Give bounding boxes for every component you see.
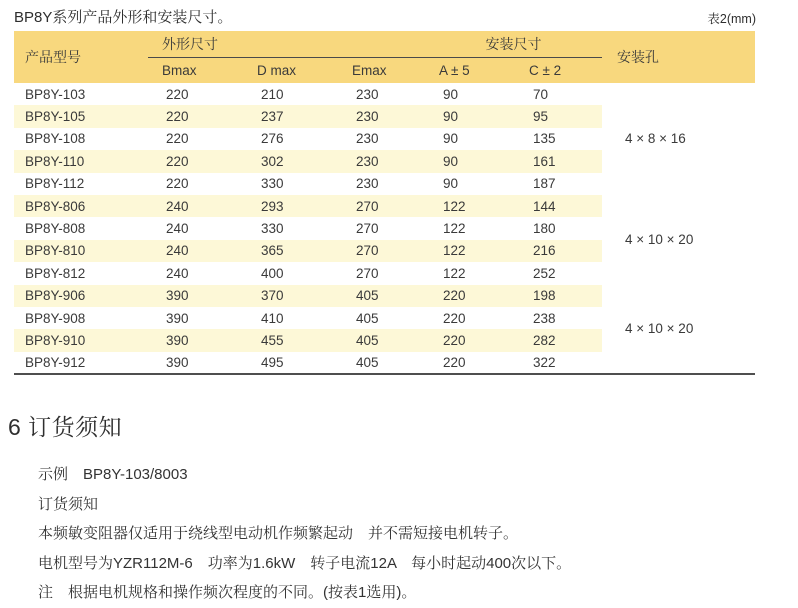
cell-c: 216 xyxy=(515,240,602,262)
cell-dmax: 400 xyxy=(243,262,338,284)
cell-model: BP8Y-103 xyxy=(14,83,148,105)
cell-emax: 230 xyxy=(338,150,425,172)
cell-dmax: 410 xyxy=(243,307,338,329)
cell-a: 122 xyxy=(425,195,515,217)
cell-c: 95 xyxy=(515,105,602,127)
col-group-mounting-dimensions: 安装尺寸 xyxy=(425,31,602,58)
col-header-bmax: Bmax xyxy=(148,58,243,84)
cell-bmax: 220 xyxy=(148,83,243,105)
cell-emax: 230 xyxy=(338,173,425,195)
cell-c: 282 xyxy=(515,329,602,351)
cell-bmax: 240 xyxy=(148,262,243,284)
ordering-notes xyxy=(38,460,798,608)
cell-a: 90 xyxy=(425,83,515,105)
cell-model: BP8Y-112 xyxy=(14,173,148,195)
cell-dmax: 365 xyxy=(243,240,338,262)
cell-model: BP8Y-812 xyxy=(14,262,148,284)
cell-c: 187 xyxy=(515,173,602,195)
cell-c: 70 xyxy=(515,83,602,105)
cell-model: BP8Y-910 xyxy=(14,329,148,351)
cell-model: BP8Y-808 xyxy=(14,217,148,239)
cell-model: BP8Y-108 xyxy=(14,128,148,150)
cell-dmax: 455 xyxy=(243,329,338,351)
notice-label: 订货须知 xyxy=(38,495,99,513)
cell-a: 90 xyxy=(425,128,515,150)
note-line-2: 电机型号为YZR112M-6 功率为1.6kW 转子电流12A 每小时起动400次以下。 xyxy=(38,554,572,572)
cell-bmax: 220 xyxy=(148,105,243,127)
cell-c: 161 xyxy=(515,150,602,172)
cell-bmax: 240 xyxy=(148,195,243,217)
cell-model: BP8Y-806 xyxy=(14,195,148,217)
section-heading-ordering-notes: 6 订货须知 xyxy=(8,414,123,441)
cell-bmax: 240 xyxy=(148,217,243,239)
cell-dmax: 495 xyxy=(243,352,338,374)
col-header-emax: Emax xyxy=(338,58,425,84)
table-header xyxy=(14,31,755,83)
col-header-mounting-hole: 安装孔 xyxy=(602,31,755,83)
table-number-label: 表2(mm) xyxy=(707,12,756,26)
col-group-outline-dimensions: 外形尺寸 xyxy=(148,31,425,58)
cell-model: BP8Y-105 xyxy=(14,105,148,127)
cell-mounting-hole: 4 × 10 × 20 xyxy=(602,195,755,285)
cell-c: 322 xyxy=(515,352,602,374)
cell-mounting-hole: 4 × 8 × 16 xyxy=(602,83,755,195)
cell-model: BP8Y-906 xyxy=(14,285,148,307)
cell-dmax: 237 xyxy=(243,105,338,127)
cell-bmax: 390 xyxy=(148,329,243,351)
col-header-a-tolerance: A ± 5 xyxy=(425,58,515,84)
cell-dmax: 330 xyxy=(243,173,338,195)
cell-bmax: 390 xyxy=(148,352,243,374)
cell-dmax: 302 xyxy=(243,150,338,172)
table-row xyxy=(14,285,755,307)
col-header-c-tolerance: C ± 2 xyxy=(515,58,602,84)
cell-model: BP8Y-912 xyxy=(14,352,148,374)
page-title: BP8Y系列产品外形和安装尺寸。 xyxy=(14,9,233,26)
cell-emax: 270 xyxy=(338,195,425,217)
cell-a: 122 xyxy=(425,217,515,239)
cell-model: BP8Y-110 xyxy=(14,150,148,172)
cell-dmax: 210 xyxy=(243,83,338,105)
cell-a: 220 xyxy=(425,285,515,307)
cell-emax: 405 xyxy=(338,329,425,351)
cell-bmax: 240 xyxy=(148,240,243,262)
cell-a: 122 xyxy=(425,262,515,284)
cell-emax: 230 xyxy=(338,105,425,127)
title-row xyxy=(0,0,798,31)
dimensions-table xyxy=(14,31,755,375)
cell-a: 90 xyxy=(425,173,515,195)
cell-a: 220 xyxy=(425,329,515,351)
note-line-3: 注 根据电机规格和操作频次程度的不同。(按表1选用)。 xyxy=(38,584,417,602)
cell-emax: 270 xyxy=(338,240,425,262)
cell-emax: 230 xyxy=(338,128,425,150)
note-line-1: 本频敏变阻器仅适用于绕线型电动机作频繁起动 并不需短接电机转子。 xyxy=(38,525,519,543)
cell-a: 90 xyxy=(425,105,515,127)
cell-dmax: 330 xyxy=(243,217,338,239)
table-row xyxy=(14,83,755,105)
cell-a: 122 xyxy=(425,240,515,262)
cell-mounting-hole: 4 × 10 × 20 xyxy=(602,285,755,375)
cell-model: BP8Y-810 xyxy=(14,240,148,262)
cell-bmax: 390 xyxy=(148,285,243,307)
cell-model: BP8Y-908 xyxy=(14,307,148,329)
cell-emax: 230 xyxy=(338,83,425,105)
col-header-dmax: D max xyxy=(243,58,338,84)
cell-bmax: 220 xyxy=(148,128,243,150)
table-body xyxy=(14,83,755,374)
cell-emax: 405 xyxy=(338,352,425,374)
cell-dmax: 276 xyxy=(243,128,338,150)
cell-emax: 405 xyxy=(338,285,425,307)
cell-bmax: 390 xyxy=(148,307,243,329)
cell-dmax: 293 xyxy=(243,195,338,217)
example-line: 示例 BP8Y-103/8003 xyxy=(38,466,188,484)
cell-a: 90 xyxy=(425,150,515,172)
cell-c: 180 xyxy=(515,217,602,239)
cell-emax: 405 xyxy=(338,307,425,329)
table-row xyxy=(14,195,755,217)
cell-c: 238 xyxy=(515,307,602,329)
cell-dmax: 370 xyxy=(243,285,338,307)
cell-c: 252 xyxy=(515,262,602,284)
cell-bmax: 220 xyxy=(148,150,243,172)
col-header-product-model: 产品型号 xyxy=(14,31,148,83)
cell-c: 135 xyxy=(515,128,602,150)
cell-a: 220 xyxy=(425,352,515,374)
cell-emax: 270 xyxy=(338,262,425,284)
cell-bmax: 220 xyxy=(148,173,243,195)
cell-c: 144 xyxy=(515,195,602,217)
cell-a: 220 xyxy=(425,307,515,329)
cell-emax: 270 xyxy=(338,217,425,239)
cell-c: 198 xyxy=(515,285,602,307)
